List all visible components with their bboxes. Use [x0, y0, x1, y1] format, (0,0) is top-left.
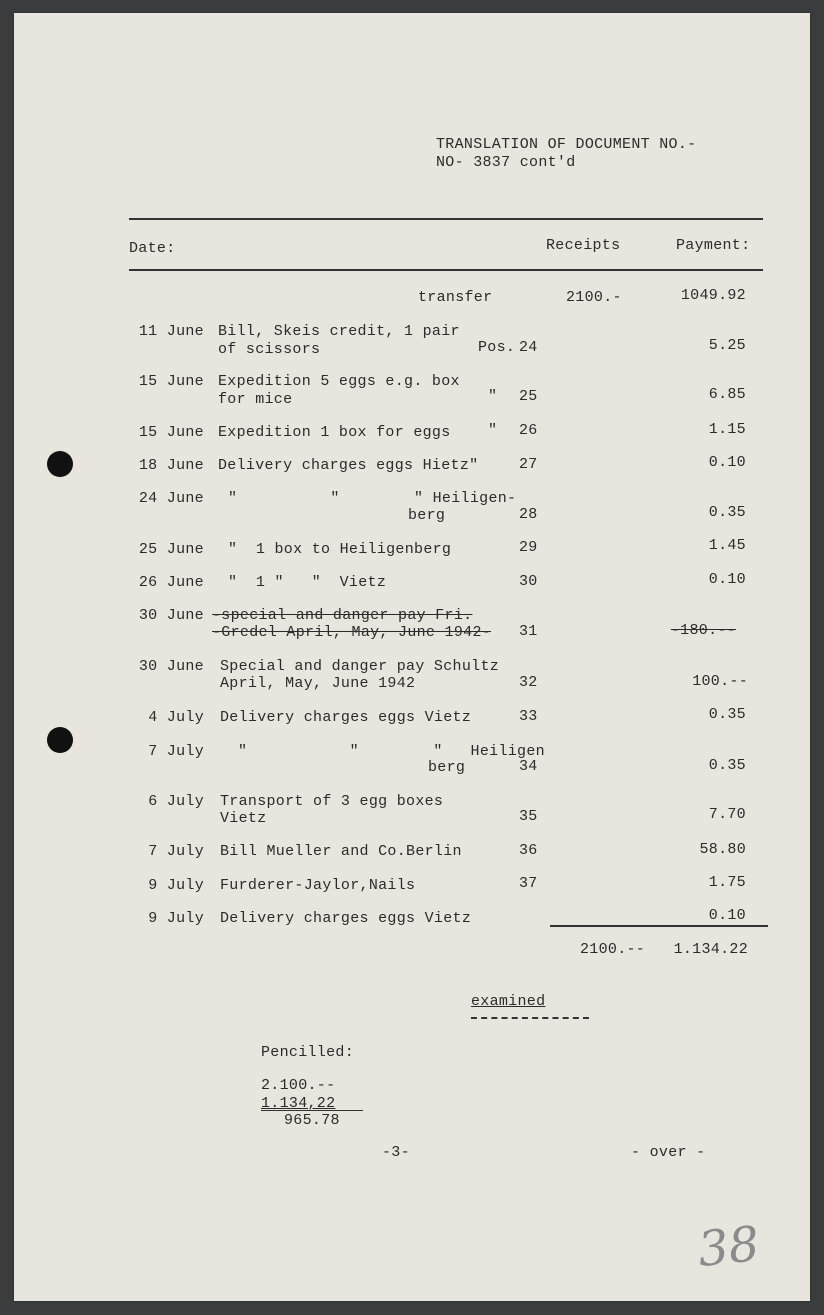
row-date: 15 June [138, 373, 204, 390]
row-description-struck-cont: -Gredel April, May, June 1942- [212, 624, 492, 641]
row-description: Expedition 1 box for eggs [218, 424, 451, 441]
row-date: 15 June [138, 424, 204, 441]
handwritten-folio: 38 [695, 1215, 762, 1279]
row-amount: 5.25 [708, 337, 746, 354]
row-pos: 32 [519, 674, 538, 691]
doc-title-line2: NO- 3837 cont'd [436, 154, 576, 171]
document-page [14, 13, 810, 1301]
row-amount: 0.10 [708, 907, 746, 924]
row-pos: 26 [519, 422, 538, 439]
row-amount: 100.-- [692, 673, 748, 690]
over-note: - over - [631, 1144, 706, 1161]
punch-hole [47, 451, 73, 477]
page-number: -3- [382, 1144, 410, 1161]
row-date: 24 June [138, 490, 204, 507]
examined-dashes [471, 1017, 589, 1019]
row-date: 4 July [148, 709, 204, 726]
total-payment: 1.134.22 [673, 941, 748, 958]
row-description: Delivery charges eggs Vietz [220, 709, 472, 726]
row-amount: 1.75 [708, 874, 746, 891]
pencilled-label: Pencilled: [261, 1044, 355, 1061]
row-description-cont: berg [428, 759, 466, 776]
row-amount: 7.70 [708, 806, 746, 823]
col-payment-header: Payment: [676, 237, 751, 254]
row-pos: 25 [519, 388, 538, 405]
col-date-header: Date: [129, 240, 176, 257]
row-description: Transport of 3 egg boxes [220, 793, 444, 810]
row-amount: 0.10 [708, 571, 746, 588]
row-pos: 34 [519, 758, 538, 775]
pencilled-line2: 1.134,22 [261, 1095, 336, 1112]
row-amount: 1.15 [708, 421, 746, 438]
row-description: Special and danger pay Schultz [220, 658, 500, 675]
row-pos: 27 [519, 456, 538, 473]
row-pos: 28 [519, 506, 538, 523]
examined-note: examined [471, 993, 546, 1010]
row-description: " " " Heiligen- [228, 490, 517, 507]
punch-hole [47, 727, 73, 753]
row-amount: 0.35 [708, 706, 746, 723]
header-top-rule [129, 218, 763, 220]
row-description-cont: of scissors [218, 341, 321, 358]
row-amount: 6.85 [708, 386, 746, 403]
row-description: Delivery charges eggs Hietz" [218, 457, 479, 474]
row-description: " 1 box to Heiligenberg [228, 541, 452, 558]
row-description-struck: -special and danger pay Fri. [212, 607, 473, 624]
row-date: 26 June [138, 574, 204, 591]
row-description-cont: Vietz [220, 810, 267, 827]
row-description: " 1 " " Vietz [228, 574, 387, 591]
total-receipts: 2100.-- [580, 941, 646, 958]
header-bottom-rule [129, 269, 763, 271]
row-pos: 33 [519, 708, 538, 725]
row-pos: 24 [519, 339, 538, 356]
row-date: 18 June [138, 457, 204, 474]
row-amount: 0.35 [708, 504, 746, 521]
row-date: 9 July [148, 877, 204, 894]
row-amount-struck: -180.-- [670, 622, 736, 639]
pencilled-line3: 965.78 [284, 1112, 340, 1129]
doc-title-line1: TRANSLATION OF DOCUMENT NO.- [436, 136, 697, 153]
row-description: Furderer-Jaylor,Nails [220, 877, 416, 894]
row-date: 25 June [138, 541, 204, 558]
transfer-receipts: 2100.- [566, 289, 622, 306]
row-description: Expedition 5 eggs e.g. box [218, 373, 460, 390]
row-pos-prefix: Pos. [478, 339, 516, 356]
row-date: 6 July [148, 793, 204, 810]
row-date: 30 June [138, 658, 204, 675]
row-date: 7 July [148, 743, 204, 760]
row-description-cont: berg [408, 507, 446, 524]
row-amount: 58.80 [699, 841, 746, 858]
col-receipts-header: Receipts [546, 237, 621, 254]
pencilled-line1: 2.100.-- [261, 1077, 336, 1094]
row-ditto: " [488, 388, 498, 405]
row-pos: 30 [519, 573, 538, 590]
row-pos: 31 [519, 623, 538, 640]
row-description: Bill, Skeis credit, 1 pair [218, 323, 460, 340]
row-pos: 29 [519, 539, 538, 556]
pencilled-rule [261, 1110, 363, 1111]
row-description-cont: for mice [218, 391, 293, 408]
row-date: 7 July [148, 843, 204, 860]
row-pos: 37 [519, 875, 538, 892]
row-amount: 0.35 [708, 757, 746, 774]
row-date: 30 June [138, 607, 204, 624]
row-pos: 36 [519, 842, 538, 859]
row-pos: 35 [519, 808, 538, 825]
totals-rule [550, 925, 768, 927]
row-description: " " " Heiligen [238, 743, 545, 760]
row-date: 9 July [148, 910, 204, 927]
row-description: Delivery charges eggs Vietz [220, 910, 472, 927]
row-ditto: " [488, 422, 498, 439]
row-description: Bill Mueller and Co.Berlin [220, 843, 462, 860]
row-amount: 1.45 [708, 537, 746, 554]
row-amount: 0.10 [708, 454, 746, 471]
transfer-payment: 1049.92 [680, 287, 746, 304]
row-date: 11 June [138, 323, 204, 340]
transfer-label: transfer [418, 289, 493, 306]
row-description-cont: April, May, June 1942 [220, 675, 416, 692]
